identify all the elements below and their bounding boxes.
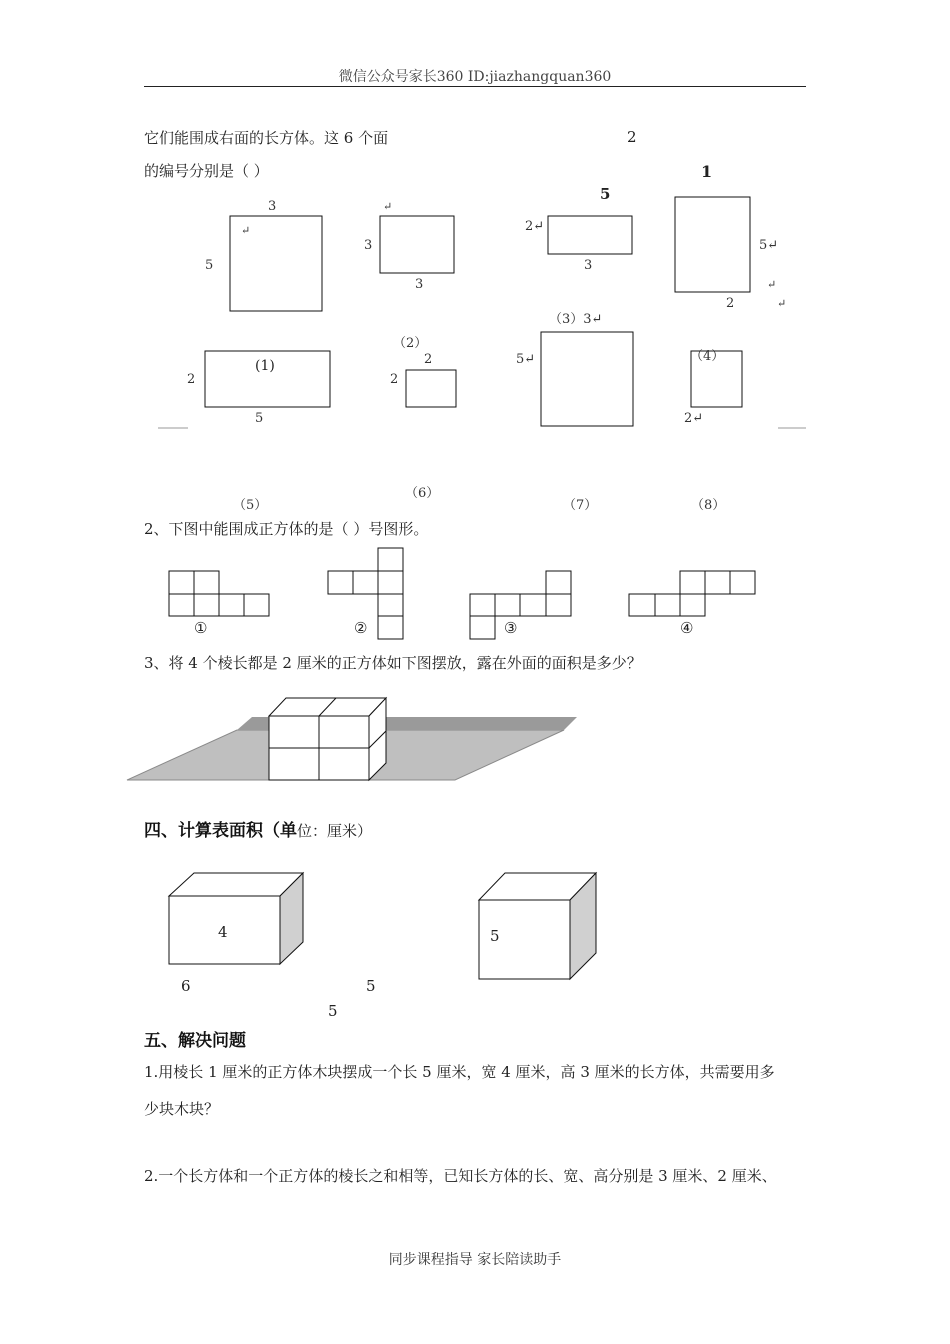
face-shape-g	[541, 332, 633, 426]
s3-left-label: 2↵	[525, 219, 545, 234]
s3-bottom-label: 3	[584, 258, 593, 273]
s2-bottom-label: 3	[415, 277, 424, 292]
face-shape-c	[548, 216, 632, 254]
s7-top-label: （3）3↵	[549, 312, 603, 327]
cube-net-1	[169, 571, 269, 616]
net-label-3: ③	[504, 619, 518, 637]
page-header: 微信公众号家长360 ID:jiazhangquan360	[338, 69, 612, 85]
s8-name: （4）	[690, 349, 725, 364]
section4-title-rest: 位：厘米）	[297, 822, 373, 840]
s6-left-label: 2	[390, 372, 399, 387]
problem1-line1: 1.用棱长 1 厘米的正方体木块摆成一个长 5 厘米，宽 4 厘米，高 3 厘米的长方体，共需要用多	[144, 1063, 775, 1081]
section5-title: 五、解决问题	[144, 1031, 246, 1051]
net-label-2: ②	[354, 619, 368, 637]
cube-figure	[479, 873, 596, 979]
section4-title	[144, 816, 372, 841]
cube-label-5-bottom: 5	[366, 977, 376, 995]
q1-box-label-5: 5	[600, 185, 611, 203]
q1-box-label-1: 1	[701, 162, 713, 181]
cube-net-3	[470, 571, 571, 639]
cuboid-figure	[169, 873, 303, 964]
s1-top-label: 3	[268, 199, 277, 214]
q3-text: 3、将 4 个棱长都是 2 厘米的正方体如下图摆放，露在外面的面积是多少？	[144, 654, 642, 672]
s7-left-label: 5↵	[516, 352, 536, 367]
cube-net-4	[629, 571, 755, 616]
s5-name: (1)	[255, 358, 275, 374]
s4-bottom-label: 2	[726, 296, 735, 311]
problem1-line2: 少块木块？	[144, 1100, 220, 1118]
s8-bottom-label: 2↵	[684, 411, 704, 426]
q1-line1: 它们能围成右面的长方体。这 6 个面	[144, 129, 389, 147]
number-5: （5）	[233, 498, 268, 513]
s2-mark: ↵	[383, 200, 393, 213]
cube-label-5-front: 5	[490, 927, 500, 945]
s4-mark-1: ↵	[767, 278, 777, 291]
net-label-1: ①	[194, 619, 208, 637]
face-shape-f	[406, 370, 456, 407]
stacked-cubes	[269, 698, 386, 780]
q1-line2: 的编号分别是（ ）	[144, 162, 269, 180]
s4-mark-2: ↵	[777, 297, 787, 310]
page-footer: 同步课程指导 家长陪读助手	[388, 1252, 562, 1268]
cuboid-label-4: 4	[218, 923, 228, 941]
cuboid-label-6: 6	[181, 977, 191, 995]
number-8: （8）	[691, 498, 726, 513]
s2-left-label: 3	[364, 238, 373, 253]
problem2-line1: 2.一个长方体和一个正方体的棱长之和相等，已知长方体的长、宽、高分别是 3 厘米、2 厘米、	[144, 1167, 777, 1185]
s5-bottom-label: 5	[255, 411, 264, 426]
number-7: （7）	[563, 498, 598, 513]
face-shape-d	[675, 197, 750, 292]
number-6: （6）	[405, 486, 440, 501]
s6-top-label: 2	[424, 352, 433, 367]
s6-name: （2）	[393, 336, 428, 351]
s1-left-label: 5	[205, 258, 214, 273]
face-shape-b	[380, 216, 454, 273]
q1-box-label-2: 2	[627, 128, 637, 146]
net-label-4: ④	[680, 619, 694, 637]
s4-right-label: 5↵	[759, 238, 779, 253]
q2-text: 2、下图中能围成正方体的是（ ）号图形。	[144, 520, 429, 538]
s1-mark: ↵	[241, 224, 251, 237]
s5-left-label: 2	[187, 372, 196, 387]
cuboid-label-5: 5	[328, 1002, 338, 1020]
section4-title-bold: 四、计算表面积（单	[144, 821, 297, 841]
